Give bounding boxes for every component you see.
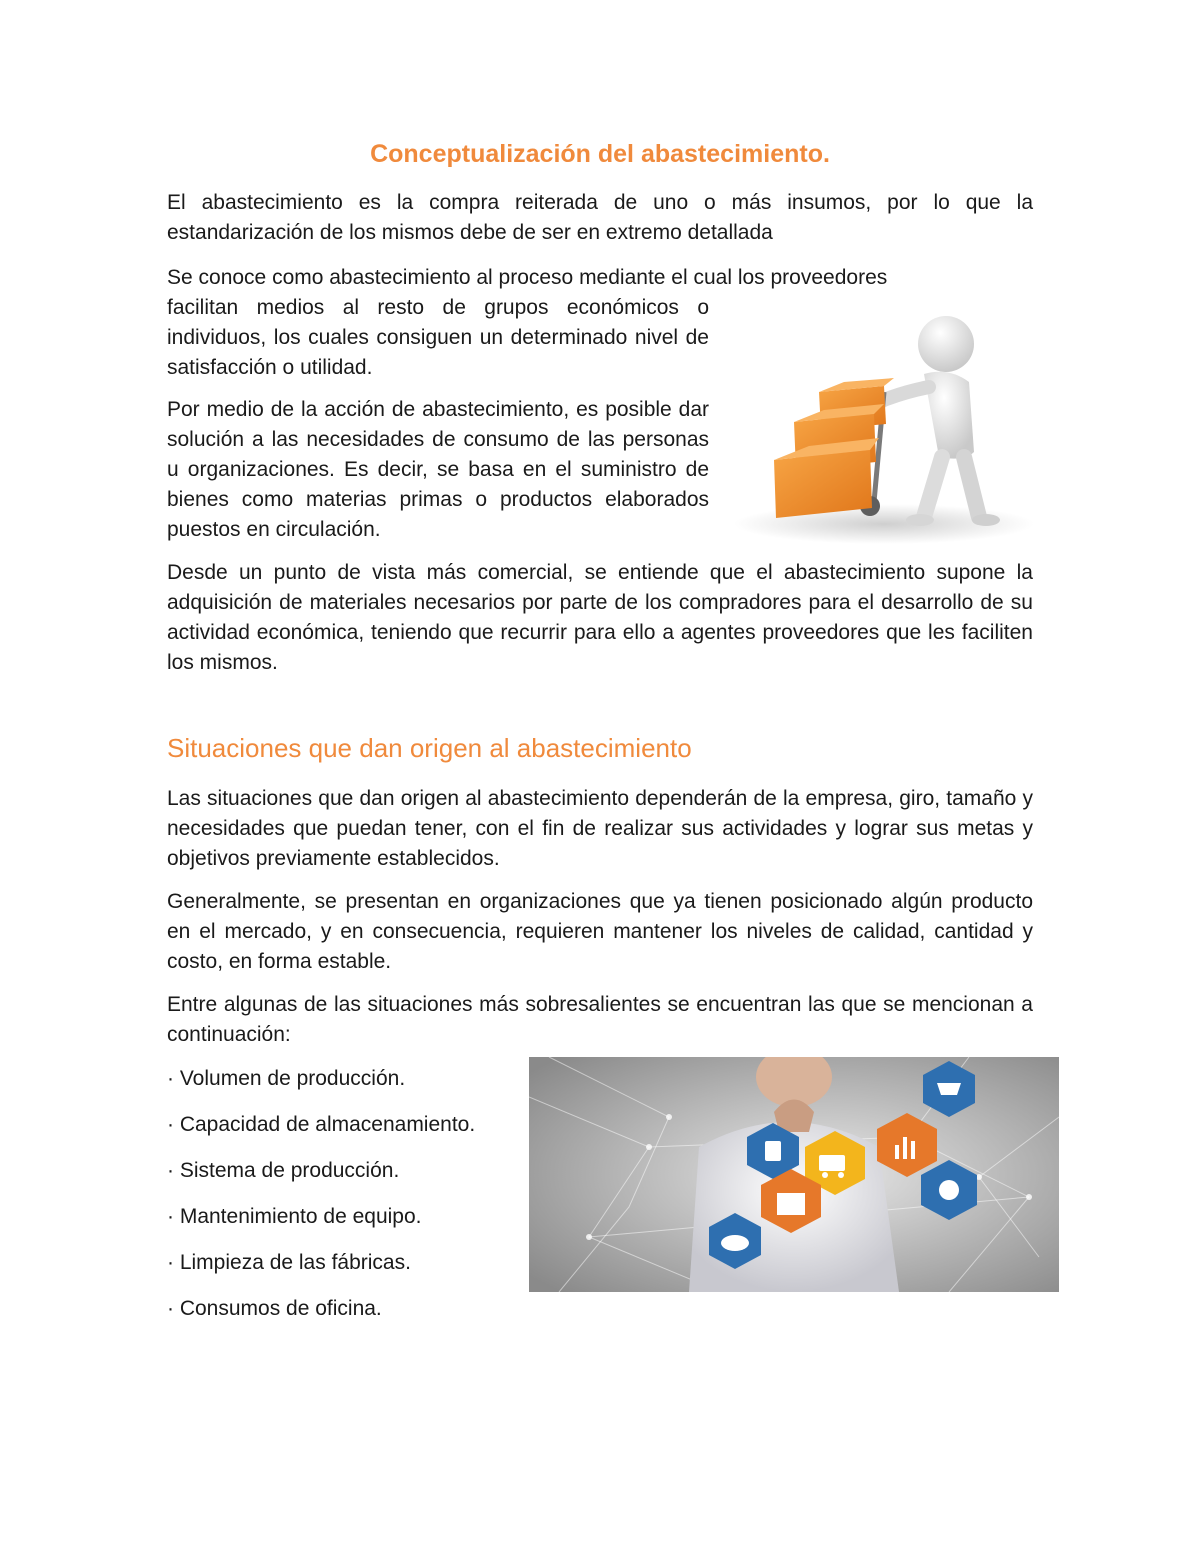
paragraph-process-rest: facilitan medios al resto de grupos económicos o individuos, los cuales consiguen un determinado nivel de satisfacción o utilidad.	[167, 296, 709, 379]
page-title: Conceptualización del abastecimiento.	[370, 140, 830, 168]
section-heading-situations: Situaciones que dan origen al abastecimiento	[167, 733, 692, 763]
paragraph-supply-action: Por medio de la acción de abastecimiento, es posible dar solución a las necesidades de consumo de las personas u organizaciones. Es decir, se basa en el suministro de bienes como materias primas o productos elaborados puestos en circulación.	[167, 398, 709, 541]
list-item: · Sistema de producción.	[167, 1159, 400, 1182]
paragraph-commercial-view: Desde un punto de vista más comercial, se entiende que el abastecimiento supone la adquisición de materiales necesarios por parte de los compradores para el desarrollo de su actividad económica, teniendo que recurrir para ello a agentes proveedores que les faciliten los mismos.	[167, 561, 1033, 674]
delivery-person-boxes-image	[724, 312, 1034, 544]
paragraph-organizations: Generalmente, se presentan en organizaciones que ya tienen posicionado algún producto en el mercado, y en consecuencia, requieren mantener los niveles de calidad, cantidad y costo, en forma estable.	[167, 890, 1033, 973]
business-network-icons-image	[529, 1057, 1059, 1292]
situations-list	[167, 1064, 475, 1340]
paragraph-process-line1: Se conoce como abastecimiento al proceso mediante el cual los proveedores	[167, 266, 888, 289]
paragraph-situations-depend: Las situaciones que dan origen al abastecimiento dependerán de la empresa, giro, tamaño y necesidades que puedan tener, con el fin de realizar sus actividades y lograr sus metas y objetivos previamente establecidos.	[167, 787, 1033, 870]
list-item: · Volumen de producción.	[167, 1067, 406, 1090]
box-bottom	[774, 438, 879, 518]
list-item: · Mantenimiento de equipo.	[167, 1205, 422, 1228]
list-item: · Consumos de oficina.	[167, 1297, 382, 1320]
paragraph-intro-list: Entre algunas de las situaciones más sobresalientes se encuentran las que se mencionan a continuación:	[167, 993, 1033, 1046]
paragraph-definition: El abastecimiento es la compra reiterada de uno o más insumos, por lo que la estandarización de los mismos debe de ser en extremo detallada	[167, 191, 1033, 244]
list-item: · Limpieza de las fábricas.	[167, 1251, 411, 1274]
list-item: · Capacidad de almacenamiento.	[167, 1113, 476, 1136]
